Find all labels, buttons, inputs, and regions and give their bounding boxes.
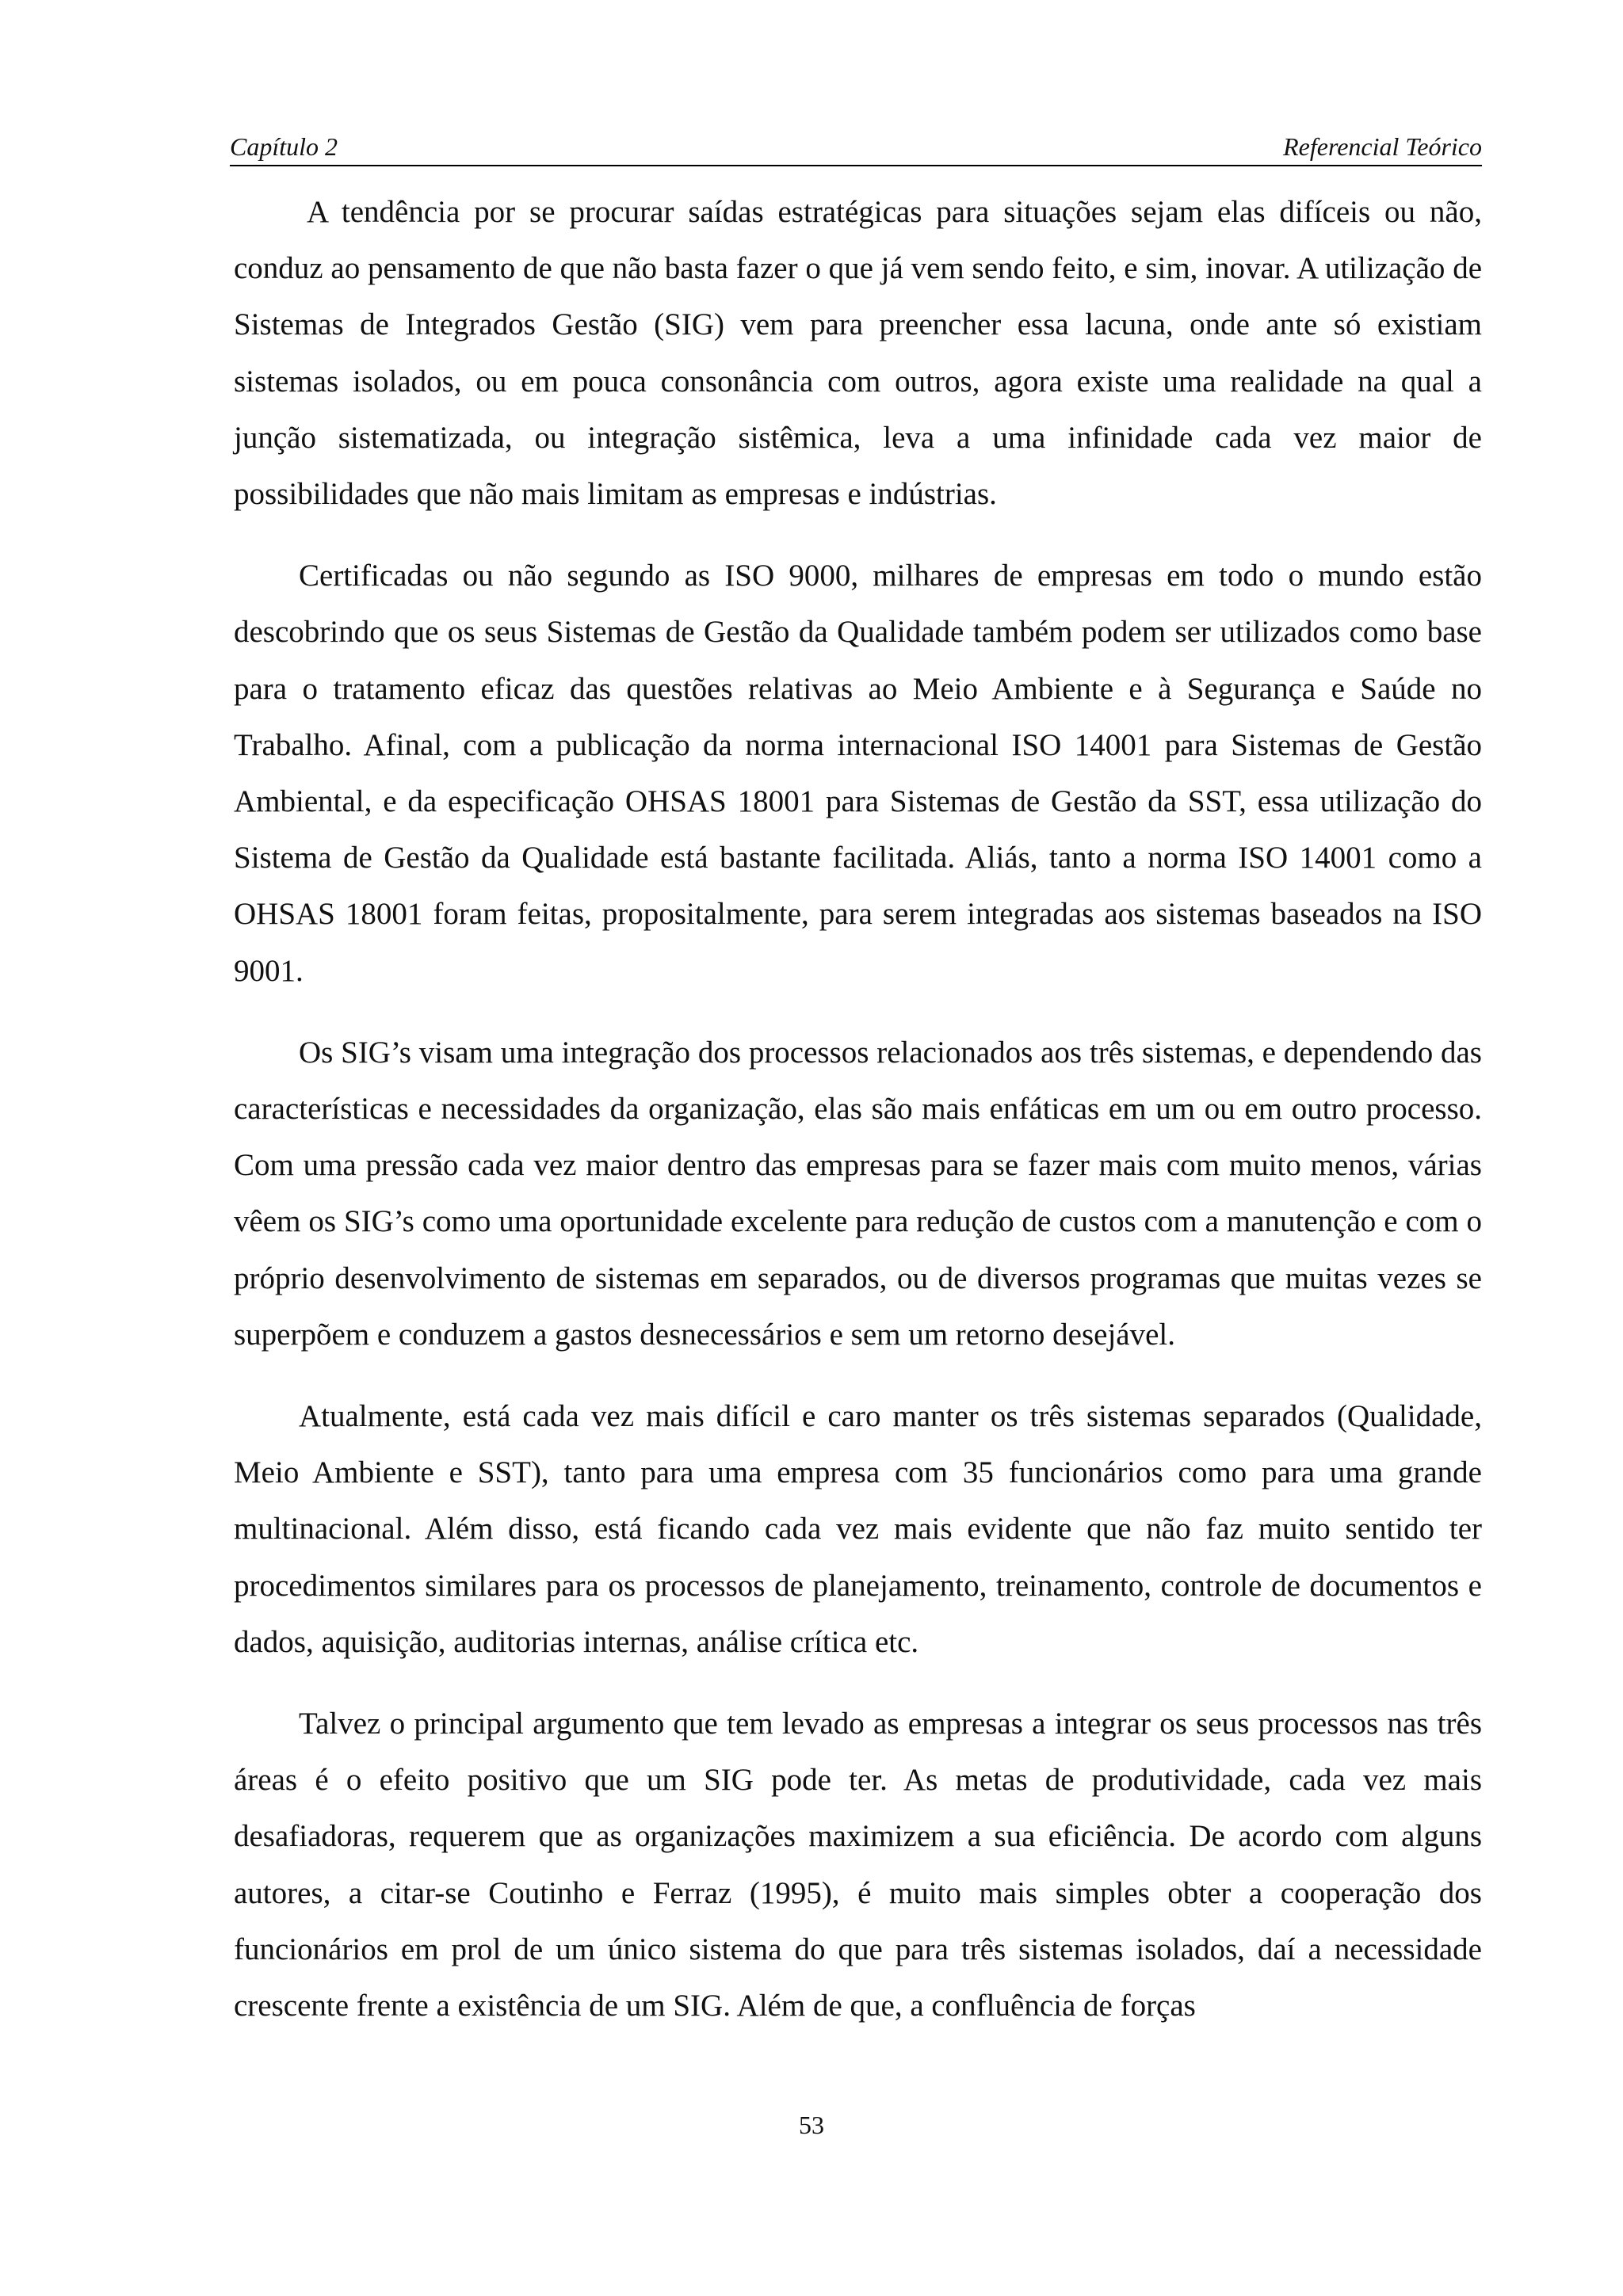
header-section: Referencial Teórico: [1283, 132, 1482, 161]
page-number: 53: [799, 2111, 824, 2139]
running-header: [230, 127, 1482, 166]
header-chapter: Capítulo 2: [230, 132, 338, 161]
paragraph-4: Atualmente, está cada vez mais difícil e caro manter os três sistemas separados (Qualidade, Meio Ambiente e SST), tanto para uma empresa com 35 funcionários como para uma grande multinacional. Além disso, está ficando cada vez mais evidente que não faz muito sentido ter procedimentos similares para os processos de planejamento, treinamento, controle de documentos e dados, aquisição, auditorias internas, análise crítica etc.: [234, 1399, 1482, 1659]
paragraph-5: Talvez o principal argumento que tem levado as empresas a integrar os seus processos nas três áreas é o efeito positivo que um SIG pode ter. As metas de produtividade, cada vez mais desafiadoras, requerem que as organizações maximizem a sua eficiência. De acordo com alguns autores, a citar-se Coutinho e Ferraz (1995), é muito mais simples obter a cooperação dos funcionários em prol de um único sistema do que para três sistemas isolados, daí a necessidade crescente frente a existência de um SIG. Além de que, a confluência de forças: [234, 1707, 1482, 2023]
paragraph-3: Os SIG’s visam uma integração dos processos relacionados aos três sistemas, e dependendo das características e necessidades da organização, elas são mais enfáticas em um ou em outro processo. Com uma pressão cada vez maior dentro das empresas para se fazer mais com muito menos, várias vêem os SIG’s como uma oportunidade excelente para redução de custos com a manutenção e com o próprio desenvolvimento de sistemas em separados, ou de diversos programas que muitas vezes se superpõem e conduzem a gastos desnecessários e sem um retorno desejável.: [234, 1035, 1482, 1352]
body-text: [234, 184, 1482, 2059]
paragraph-1: A tendência por se procurar saídas estratégicas para situações sejam elas difíceis ou não, conduz ao pensamento de que não basta fazer o que já vem sendo feito, e sim, inovar. A utilização de Sistemas de Integrados Gestão (SIG) vem para preencher essa lacuna, onde ante só existiam sistemas isolados, ou em pouca consonância com outros, agora existe uma realidade na qual a junção sistematizada, ou integração sistêmica, leva a uma infinidade cada vez maior de possibilidades que não mais limitam as empresas e indústrias.: [234, 195, 1482, 512]
paragraph-2: Certificadas ou não segundo as ISO 9000, milhares de empresas em todo o mundo estão descobrindo que os seus Sistemas de Gestão da Qualidade também podem ser utilizados como base para o tratamento eficaz das questões relativas ao Meio Ambiente e à Segurança e Saúde no Trabalho. Afinal, com a publicação da norma internacional ISO 14001 para Sistemas de Gestão Ambiental, e da especificação OHSAS 18001 para Sistemas de Gestão da SST, essa utilização do Sistema de Gestão da Qualidade está bastante facilitada. Aliás, tanto a norma ISO 14001 como a OHSAS 18001 foram feitas, propositalmente, para serem integradas aos sistemas baseados na ISO 9001.: [234, 559, 1482, 988]
